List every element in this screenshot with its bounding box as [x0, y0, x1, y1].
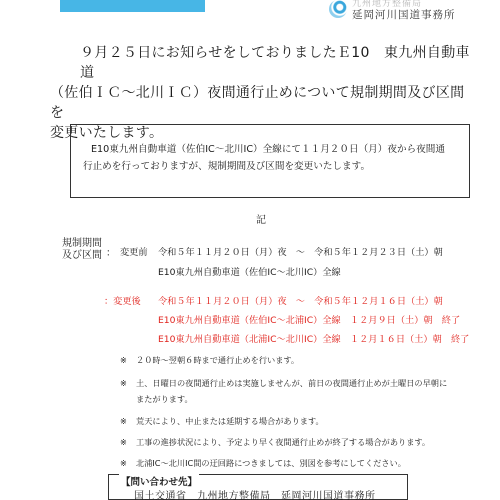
note-4 [120, 437, 430, 448]
org-office-name: 延岡河川国道事務所 [352, 9, 456, 21]
note-mark: ※ [120, 355, 127, 365]
mlit-logo-icon [329, 0, 347, 18]
regulation-label [62, 238, 102, 262]
note-4-text: 工事の進捗状況により、予定より早く夜間通行止めが終了する場合があります。 [136, 437, 431, 447]
before-road-section: E10東九州自動車道（佐伯IC～北川IC）全線 [158, 267, 341, 278]
contact-org: 国土交通省 九州地方整備局 延岡河川国道事務所 [134, 491, 376, 500]
org-bureau-name: 九州地方整備局 [352, 0, 423, 9]
note-mark: ※ [120, 416, 127, 426]
regulation-label-line-1: 規制期間 [62, 238, 102, 249]
notice-line-1: E10東九州自動車道（佐伯IC～北川IC）全線にて１１月２０日（月）夜から夜間通 [91, 144, 445, 155]
header-banner [60, 0, 205, 12]
ki-heading: 記 [256, 215, 266, 226]
note-mark: ※ [120, 458, 127, 468]
notice-line-2: 行止めを行っておりますが、規制期間及び区間を変更いたします。 [83, 161, 371, 172]
intro-line-2: （佐伯ＩＣ～北川ＩＣ）夜間通行止めについて規制期間及び区間を [50, 85, 465, 121]
after-road-section-1: E10東九州自動車道（佐伯IC～北浦IC）全線 １２月９日（土）朝 終了 [158, 315, 461, 326]
contact-box [108, 474, 408, 500]
before-period: 令和５年１１月２０日（月）夜 ～ 令和５年１２月２３日（土）朝 [158, 247, 443, 258]
before-label: 変更前 [120, 247, 148, 258]
note-3-text: 荒天により、中止または延期する場合があります。 [136, 416, 324, 426]
note-mark: ※ [120, 437, 127, 447]
notice-text [83, 141, 458, 175]
regulation-label-line-2: 及び区間 [62, 250, 102, 261]
intro-line-3: 変更いたします。 [50, 125, 164, 141]
note-5-text: 北浦IC～北川IC間の迂回路につきましては、別図を参考にしてください。 [136, 458, 406, 468]
note-1-text: ２０時～翌朝６時まで通行止めを行います。 [136, 355, 300, 365]
regulation-colon: ： [106, 248, 116, 259]
note-2 [120, 378, 447, 389]
after-period: 令和５年１１月２０日（月）夜 ～ 令和５年１２月１６日（土）朝 [158, 296, 443, 307]
notice-box [70, 124, 470, 198]
note-5 [120, 458, 406, 469]
note-mark: ※ [120, 378, 127, 388]
note-2-text: 土、日曜日の夜間通行止めは実施しませんが、前日の夜間通行止めが土曜日の早朝に [136, 378, 448, 388]
after-road-section-2: E10東九州自動車道（北浦IC～北川IC）全線 １２月１６日（土）朝 終了 [158, 334, 470, 345]
intro-line-1: ９月２５日にお知らせをしておりましたＥ10 東九州自動車道 [80, 45, 470, 81]
note-2-continued: またがります。 [136, 394, 193, 404]
contact-title: 【問い合わせ先】 [119, 474, 199, 488]
note-3 [120, 416, 324, 427]
note-1 [120, 355, 299, 366]
after-label: ：変更後 [104, 296, 141, 307]
